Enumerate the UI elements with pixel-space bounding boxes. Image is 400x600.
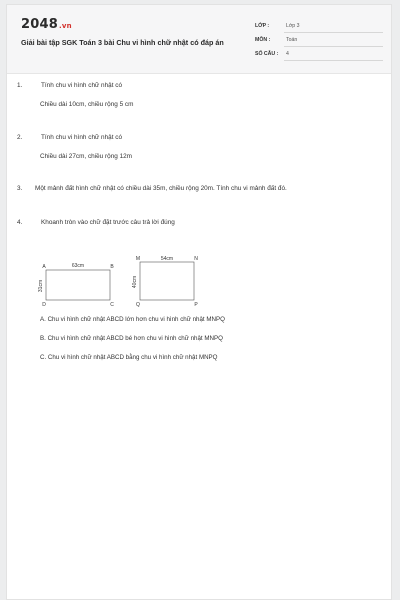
question-text: Khoanh tròn vào chữ đặt trước câu trả lời đúng [41,219,175,226]
answer-option-a[interactable]: A. Chu vi hình chữ nhật ABCD lớn hơn chu vi hình chữ nhật MNPQ [40,316,225,323]
question-4 [17,219,175,226]
meta-count [255,49,383,62]
answer-option-c[interactable]: C. Chu vi hình chữ nhật ABCD bằng chu vi hình chữ nhật MNPQ [40,354,218,361]
worksheet-header [7,5,391,74]
question-number: 4. [17,219,23,226]
logo-number: 2048 [21,17,58,32]
rect-abcd [46,270,110,300]
logo-suffix: .vn [58,22,72,30]
question-3 [17,185,287,192]
meta-subject-value: Toán [286,37,298,43]
question-1 [17,82,122,89]
question-2-detail: Chiều dài 27cm, chiều rộng 12m [40,153,133,160]
rect-mnpq-width: 54cm [160,256,174,262]
question-text: Tính chu vi hình chữ nhật có [41,82,123,89]
meta-grade [255,21,383,34]
question-text: Một mảnh đất hình chữ nhật có chiều dài 35m, chiều rộng 20m. Tính chu vi mảnh đất đó. [35,185,287,192]
question-number: 2. [17,134,23,141]
meta-subject-label: MÔN : [255,37,271,43]
label-p: P [194,302,198,308]
label-c: C [110,302,114,308]
rectangles-figure [36,256,216,312]
meta-grade-value: Lớp 3 [286,23,300,29]
rect-abcd-height: 31cm [38,279,44,293]
label-d: D [42,302,46,308]
page-title: Giải bài tập SGK Toán 3 bài Chu vi hình chữ nhật có đáp án [21,38,224,47]
meta-count-label: SỐ CÂU : [255,51,279,57]
answer-option-b[interactable]: B. Chu vi hình chữ nhật ABCD bé hơn chu vi hình chữ nhật MNPQ [40,335,223,342]
question-1-detail: Chiều dài 10cm, chiều rộng 5 cm [40,101,134,108]
site-logo[interactable] [21,17,72,32]
question-number: 3. [17,185,23,192]
label-q: Q [136,302,140,308]
question-text: Tính chu vi hình chữ nhật có [41,134,123,141]
label-b: B [110,264,114,270]
meta-count-value: 4 [286,51,289,57]
question-2 [17,134,122,141]
label-a: A [42,264,46,270]
rect-mnpq [140,262,194,300]
meta-subject [255,35,383,48]
rect-mnpq-height: 40cm [132,275,138,289]
label-m: M [135,256,141,262]
label-n: N [194,256,198,262]
meta-grade-label: LỚP : [255,23,270,29]
question-number: 1. [17,82,23,89]
rect-abcd-width: 63cm [71,263,85,269]
